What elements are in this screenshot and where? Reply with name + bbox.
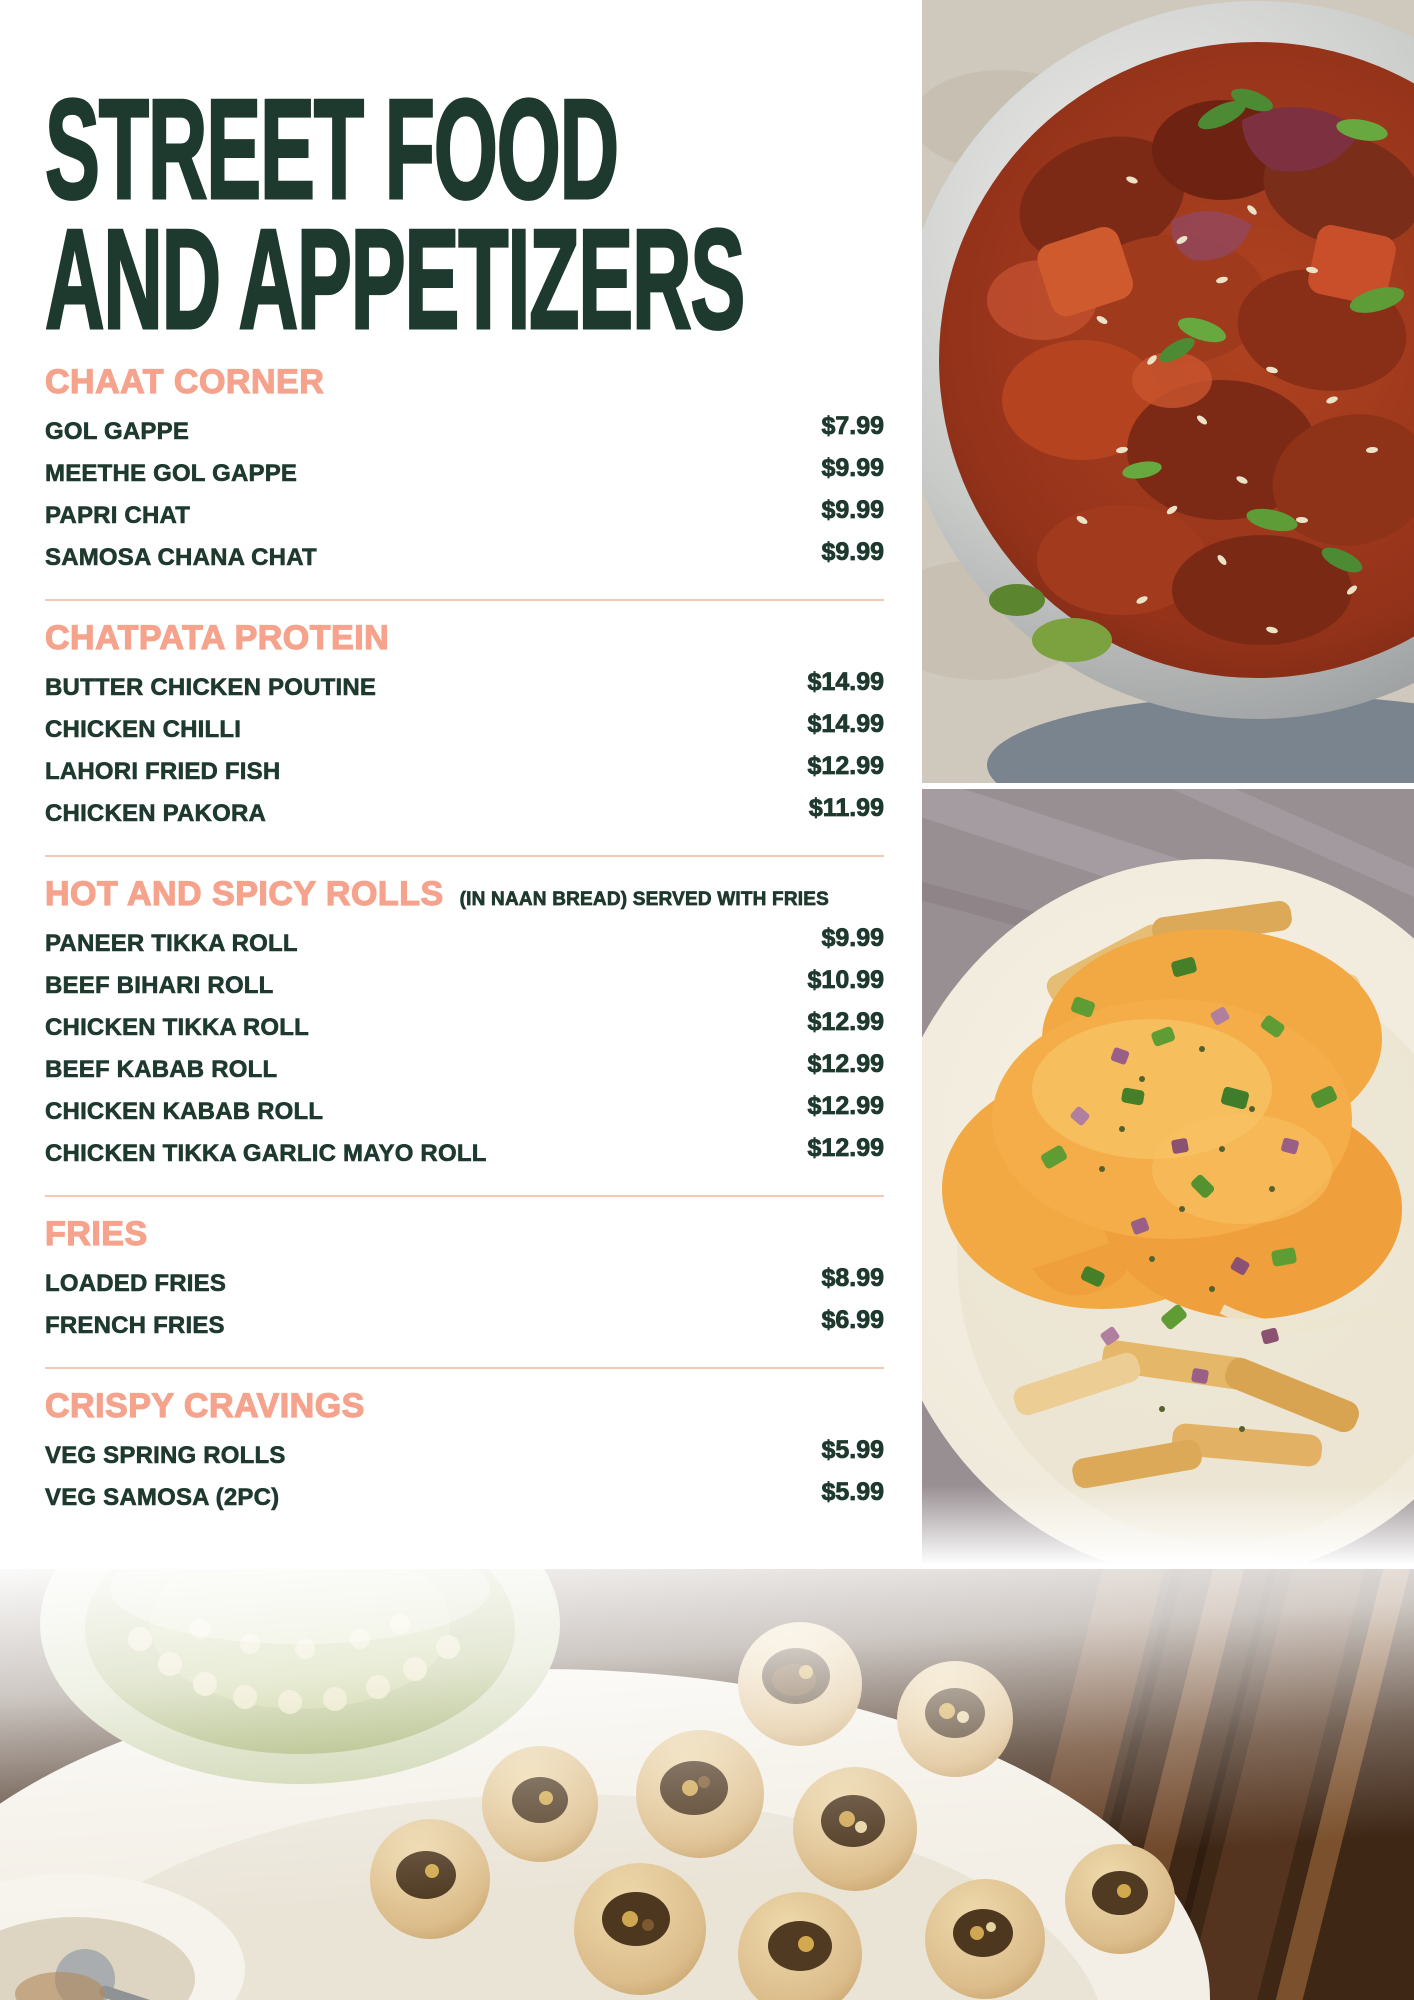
green-pepper-piece [1032,618,1112,662]
menu-item-row [45,1133,884,1175]
menu-item-name: SAMOSA CHANA CHAT [45,543,317,571]
section-heading: HOT AND SPICY ROLLS [45,874,444,913]
section-divider [45,855,884,857]
menu-item-row [45,965,884,1007]
menu-item-price: $9.99 [821,538,884,567]
menu-item-price: $12.99 [807,752,884,781]
menu-item-price: $12.99 [807,1134,884,1163]
photo-loaded-fries [922,789,1414,1565]
menu-item-row [45,751,884,793]
menu-section [45,362,884,579]
menu-item-row [45,537,884,579]
section-heading: CHATPATA PROTEIN [45,618,390,657]
menu-item-row [45,453,884,495]
section-divider [45,599,884,601]
menu-item-row [45,1305,884,1347]
menu-item-price: $12.99 [807,1050,884,1079]
menu-item-row [45,1091,884,1133]
section-heading-row [45,362,884,401]
menu-item-price: $5.99 [821,1478,884,1507]
menu-item-name: CHICKEN KABAB ROLL [45,1097,324,1125]
menu-item-name: CHICKEN TIKKA GARLIC MAYO ROLL [45,1139,487,1167]
menu-item-row [45,1263,884,1305]
menu-item-name: CHICKEN TIKKA ROLL [45,1013,310,1041]
menu-item-price: $9.99 [821,496,884,525]
menu-item-row [45,1049,884,1091]
section-items [45,923,884,1175]
menu-column [45,0,884,1519]
menu-item-price: $12.99 [807,1092,884,1121]
menu-item-price: $10.99 [807,966,884,995]
menu-item-row [45,411,884,453]
menu-item-price: $5.99 [821,1436,884,1465]
menu-item-row [45,923,884,965]
photo-chilli-chicken [922,0,1414,783]
section-items [45,1435,884,1519]
page-title [45,0,745,359]
section-items [45,411,884,579]
menu-item-price: $9.99 [821,924,884,953]
menu-item-name: LAHORI FRIED FISH [45,757,281,785]
menu-item-price: $14.99 [807,668,884,697]
menu-item-name: BEEF BIHARI ROLL [45,971,274,999]
menu-item-name: CHICKEN PAKORA [45,799,267,827]
section-heading-row [45,618,884,657]
menu-item-name: PAPRI CHAT [45,501,191,529]
loaded-fries-illustration [922,789,1414,1565]
section-heading: CHAAT CORNER [45,362,325,401]
menu-item-name: CHICKEN CHILLI [45,715,242,743]
section-heading-row [45,1386,884,1425]
section-divider [45,1367,884,1369]
menu-section [45,1367,884,1519]
menu-item-row [45,793,884,835]
menu-section [45,599,884,835]
menu-item-name: BUTTER CHICKEN POUTINE [45,673,377,701]
menu-item-price: $11.99 [808,794,884,823]
menu-item-row [45,1435,884,1477]
menu-item-row [45,495,884,537]
menu-section [45,855,884,1175]
page-title-line2: AND APPETIZERS [45,199,745,359]
menu-item-name: BEEF KABAB ROLL [45,1055,278,1083]
chilli-chicken-illustration [922,0,1414,783]
menu-item-row [45,709,884,751]
menu-item-row [45,1477,884,1519]
section-heading: CRISPY CRAVINGS [45,1386,365,1425]
menu-item-name: VEG SPRING ROLLS [45,1441,286,1469]
menu-item-price: $8.99 [821,1264,884,1293]
section-heading-row [45,874,884,913]
menu-sections [45,362,884,1519]
page-title-line1: STREET FOOD [45,70,618,229]
section-items [45,667,884,835]
menu-item-price: $12.99 [807,1008,884,1037]
menu-item-name: GOL GAPPE [45,417,190,445]
light-wash-overlay [0,1569,1414,2000]
gol-gappe-illustration [0,1569,1414,2000]
section-note: (IN NAAN BREAD) SERVED WITH FRIES [459,888,830,910]
menu-section [45,1195,884,1347]
menu-item-row [45,667,884,709]
section-items [45,1263,884,1347]
menu-item-price: $14.99 [807,710,884,739]
menu-item-name: PANEER TIKKA ROLL [45,929,298,957]
section-divider [45,1195,884,1197]
menu-item-price: $7.99 [821,412,884,441]
section-heading: FRIES [45,1214,148,1253]
menu-item-name: VEG SAMOSA (2PC) [45,1483,280,1511]
section-heading-row [45,1214,884,1253]
menu-item-name: MEETHE GOL GAPPE [45,459,298,487]
menu-item-name: FRENCH FRIES [45,1311,225,1339]
menu-item-price: $6.99 [821,1306,884,1335]
menu-item-row [45,1007,884,1049]
menu-item-name: LOADED FRIES [45,1269,227,1297]
menu-item-price: $9.99 [821,454,884,483]
photo-gol-gappe [0,1569,1414,2000]
